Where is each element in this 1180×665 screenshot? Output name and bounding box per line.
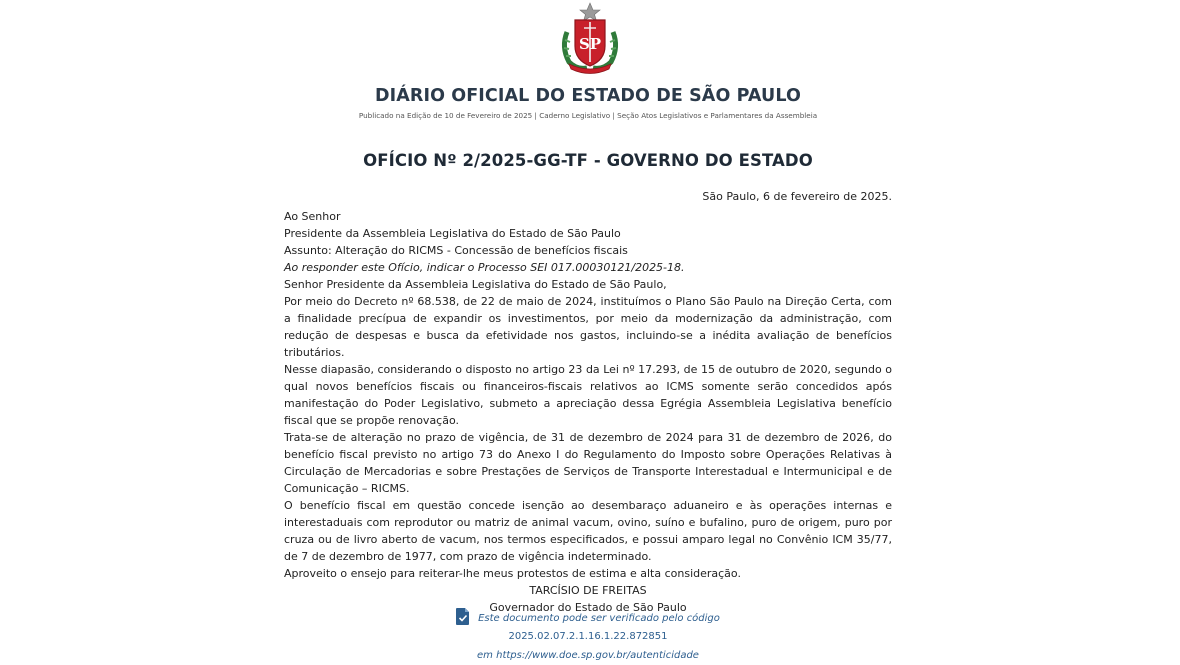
- paragraph: Trata-se de alteração no prazo de vigência, de 31 de dezembro de 2024 para 31 de dezembro de 2026, do benefício fiscal previsto no artigo 73 do Anexo I do Regulamento do Imposto sobre Operações Relativas à Circulação de Mercadorias e sobre Prestações de Serviços de Transporte Interestadual e Intermunicipal e de Comunicação – RICMS.: [284, 431, 892, 495]
- signer-role: Governador do Estado de São Paulo: [489, 601, 687, 614]
- paragraph: Por meio do Decreto nº 68.538, de 22 de maio de 2024, instituímos o Plano São Paulo na Direção Certa, com a finalidade precípua de expandir os investimentos, por meio da modernização da administração, com redução de despesas e busca da efetividade nos gastos, incluindo-se a inédita avaliação de benefícios tributários.: [284, 295, 892, 359]
- process-note: Ao responder este Ofício, indicar o Processo SEI 017.00030121/2025-18.: [284, 261, 685, 274]
- verification-url[interactable]: em https://www.doe.sp.gov.br/autenticidade: [477, 650, 699, 661]
- newspaper-title: DIÁRIO OFICIAL DO ESTADO DE SÃO PAULO: [375, 86, 801, 106]
- recipient-line: Ao Senhor: [284, 210, 341, 223]
- verification-block: [0, 608, 1176, 665]
- closing: Aproveito o ensejo para reiterar-lhe meus protestos de estima e alta consideração.: [284, 567, 741, 580]
- document-date: São Paulo, 6 de fevereiro de 2025.: [702, 190, 892, 203]
- recipient-line: Presidente da Assembleia Legislativa do Estado de São Paulo: [284, 227, 621, 240]
- verified-document-icon: [456, 608, 470, 625]
- document-body: [284, 188, 892, 616]
- paragraph: O benefício fiscal em questão concede isenção ao desembaraço aduaneiro e às operações internas e interestaduais com reprodutor ou matriz de animal vacum, ovino, suíno e bufalino, puro de origem, puro por cruza ou de livro aberto de vacum, nos termos especificados, e possui amparo legal no Convênio ICM 35/77, de 7 de dezembro de 1977, com prazo de vigência indeterminado.: [284, 499, 892, 563]
- coat-of-arms-icon: [553, 2, 627, 76]
- subject-line: Assunto: Alteração do RICMS - Concessão de benefícios fiscais: [284, 244, 628, 257]
- document-title: OFÍCIO Nº 2/2025-GG-TF - GOVERNO DO ESTADO: [363, 151, 813, 170]
- signer-name: TARCÍSIO DE FREITAS: [529, 584, 647, 597]
- verification-text: Este documento pode ser verificado pelo código: [478, 613, 720, 624]
- publication-info: Publicado na Edição de 10 de Fevereiro de 2025 | Caderno Legislativo | Seção Atos Legislativos e Parlamentares da Assembleia: [358, 111, 818, 120]
- salutation: Senhor Presidente da Assembleia Legislativa do Estado de São Paulo,: [284, 278, 667, 291]
- paragraph: Nesse diapasão, considerando o disposto no artigo 23 da Lei nº 17.293, de 15 de outubro de 2020, segundo o qual novos benefícios fiscais ou financeiros-fiscais relativos ao ICMS somente serão concedidos após manifestação do Poder Legislativo, submeto a apreciação dessa Egrégia Assembleia Legislativa benefício fiscal que se propõe renovação.: [284, 363, 892, 427]
- verification-code: 2025.02.07.2.1.16.1.22.872851: [508, 631, 668, 642]
- crest-lettering: SP: [578, 35, 602, 53]
